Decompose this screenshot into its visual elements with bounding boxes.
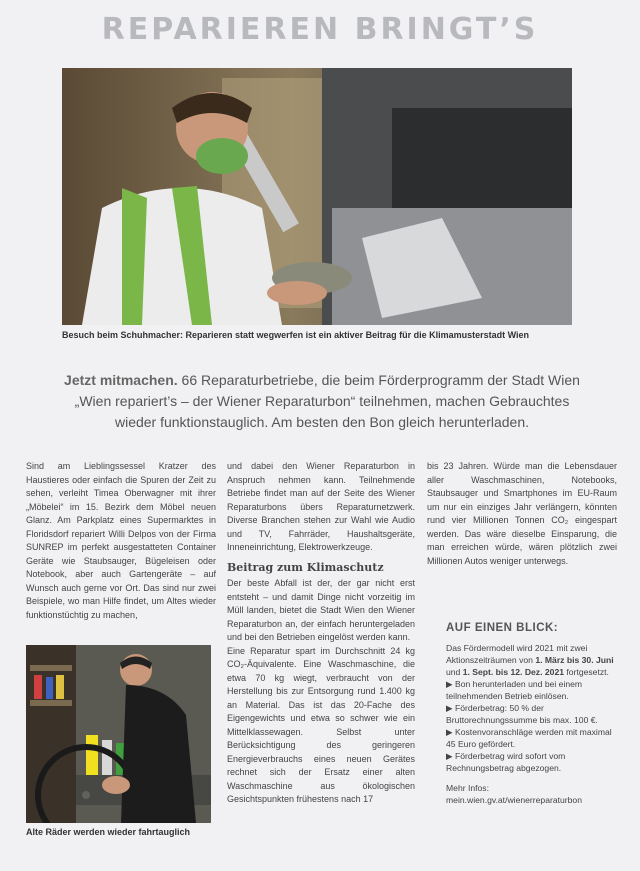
more-info-link[interactable]: mein.wien.gv.at/wienerreparaturbon bbox=[446, 795, 582, 805]
glance-intro-a: Das Fördermodell wird 2021 mit zwei Aktionszeiträumen von bbox=[446, 643, 588, 665]
glance-title: AUF EINEN BLICK: bbox=[446, 622, 559, 634]
col2-paragraph-3: Eine Reparatur spart im Durchschnitt 24 kg CO₂-Äquivalente. Eine Waschmaschine, die etwa 70 kg wiegt, verbraucht von der Herstellung bis zur Entsorgung rund 1.400 kg an Material. Das ist das 20-Fache des Eigengewichts und etwa so schwer wie ein Mittelklassewagen. Selbst unter Berücksichtigung des geringeren Energieverbrauchs eines neuen Gerätes rechnet sich der Ersatz einer alten Waschmaschine aus ökologischen Gesichtspunkten frühestens nach 17 bbox=[227, 645, 415, 804]
glance-period-2: 1. Sept. bis 12. Dez. 2021 bbox=[462, 667, 565, 677]
glance-item: ▶ Kostenvoranschläge werden mit maximal 45 Euro gefördert. bbox=[446, 727, 612, 749]
small-photo-caption: Alte Räder werden wieder fahrtauglich bbox=[26, 827, 191, 837]
glance-item: ▶ Bon herunterladen und bei einem teilnehmenden Betrieb einlösen. bbox=[446, 679, 583, 701]
glance-intro bbox=[446, 642, 616, 678]
glance-intro-b: und bbox=[446, 667, 463, 677]
glance-item: ▶ Förderbetrag: 50 % der Bruttorechnungssumme bis max. 100 €. bbox=[446, 703, 598, 725]
lead-keyword: Jetzt mitmachen. bbox=[64, 372, 178, 388]
main-photo-caption: Besuch beim Schuhmacher: Reparieren statt wegwerfen ist ein aktiver Beitrag für die Klimamusterstadt Wien bbox=[62, 330, 530, 340]
col2-paragraph-1: und dabei den Wiener Reparaturbon in Anspruch nehmen kann. Teilnehmende Betriebe findet man auf der Seite des Wiener Reparaturbons übers Reparaturnetzwerk. Diverse Branchen stehen zur Wahl wie Audio und TV, Fahrräder, Haushaltsgeräte, Inneneinrichtung, Elektrowerkzeuge. bbox=[227, 461, 415, 552]
section-heading-klimaschutz: Beitrag zum Klimaschutz bbox=[227, 560, 384, 574]
glance-intro-c: fortgesetzt. bbox=[564, 667, 609, 677]
column-1 bbox=[26, 460, 216, 622]
col1-paragraph: Sind am Lieblingssessel Kratzer des Haustieres oder einfach die Spuren der Zeit zu sehen, verleiht Timea Oberwagner mit ihrer „Möbelei“ im 15. Bezirk dem Möbel neuen Glanz. Am Parkplatz eines Supermarktes in Floridsdorf repariert Willi Delpos von der Firma SUNREP im perfekt ausgestatteten Container Geräte wie Staubsauger, Bügeleisen oder Notebook, aber auch Gartengeräte – auf Wunsch auch gerne vor Ort. Das sind nur zwei Beispiele, wo man Hilfe findet, um Altes wieder funktionstüchtig zu machen, bbox=[26, 461, 216, 620]
col2-paragraph-2: Der beste Abfall ist der, der gar nicht erst entsteht – und damit Dinge nicht vorzeitig im Müll landen, bietet die Stadt Wien den Wiener Reparaturbon an, der einfach heruntergeladen und bei den Betrieben eingelöst werden kann. bbox=[227, 578, 415, 642]
lead-paragraph bbox=[62, 370, 582, 433]
glance-item: ▶ Förderbetrag wird sofort vom Rechnungsbetrag abgezogen. bbox=[446, 751, 566, 773]
col3-paragraph: bis 23 Jahren. Würde man die Lebensdauer aller Waschmaschinen, Notebooks, Staubsauger und Smartphones im EU-Raum um nur ein einziges Jahr verlängern, könnten rund vier Millionen Tonnen CO₂ eingespart werden. Das wäre dieselbe Einsparung, die man erreichen würde, wären plötzlich zwei Millionen Autos weniger unterwegs. bbox=[427, 461, 617, 566]
lead-text: 66 Reparaturbetriebe, die beim Förderprogramm der Stadt Wien „Wien repariert’s – der Wiener Reparaturbon“ teilnehmen, machen Gebrauchtes wieder funktionstauglich. Am besten den Bon gleich herunterladen. bbox=[74, 372, 580, 430]
bicycle-repair-photo bbox=[26, 645, 211, 823]
at-a-glance-box bbox=[446, 622, 616, 806]
glance-list bbox=[446, 678, 616, 774]
glance-period-1: 1. März bis 30. Juni bbox=[535, 655, 614, 665]
more-info-label: Mehr Infos: bbox=[446, 783, 489, 793]
column-3 bbox=[427, 460, 617, 568]
column-2 bbox=[227, 460, 415, 807]
shoemaker-photo bbox=[62, 68, 572, 325]
headline: REPARIEREN BRINGT’S bbox=[101, 12, 539, 47]
